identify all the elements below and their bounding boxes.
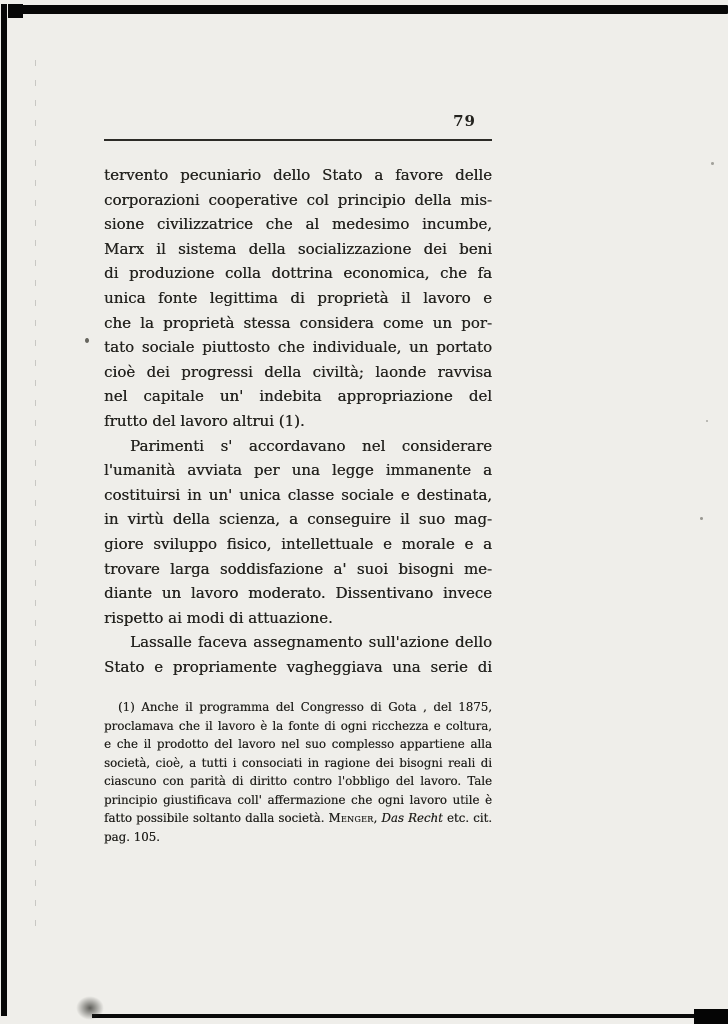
scan-edge-top-corner bbox=[8, 4, 23, 18]
scan-speck bbox=[85, 338, 89, 343]
text-line: in virtù della scienza, a conseguire il suo mag- bbox=[104, 510, 492, 529]
scan-speck bbox=[706, 420, 708, 422]
text-line: unica fonte legittima di proprietà il lavoro e bbox=[104, 288, 492, 307]
text-line: ciascuno con parità di diritto contro l'obbligo del lavoro. Tale bbox=[104, 774, 492, 789]
text-line: tervento pecuniario dello Stato a favore delle bbox=[104, 166, 492, 184]
text-line bbox=[104, 809, 492, 828]
text-line: diante un lavoro moderato. Dissentivano invece bbox=[104, 584, 492, 603]
text-line: trovare larga soddisfazione a' suoi bisogni me- bbox=[104, 559, 492, 578]
text-line: corporazioni cooperative col principio della mis- bbox=[104, 190, 492, 209]
text-line: (1) Anche il programma del Congresso di Gota , del 1875, bbox=[118, 700, 492, 715]
text-line: Marx il sistema della socializzazione dei beni bbox=[104, 239, 492, 258]
paragraph bbox=[104, 434, 492, 631]
scan-corner-bottom-right bbox=[694, 1009, 728, 1024]
text-line: Lassalle faceva assegnamento sull'azione dello bbox=[130, 633, 492, 652]
text-line: sione civilizzatrice che al medesimo incumbe, bbox=[104, 215, 492, 234]
scan-smudge-bottom-left bbox=[76, 996, 104, 1020]
text-segment: fatto possibile soltanto dalla società. bbox=[104, 811, 329, 826]
text-line: tato sociale piuttosto che individuale, un portato bbox=[104, 338, 492, 357]
text-line: che la proprietà stessa considera come un por- bbox=[104, 313, 492, 332]
scan-fold-line bbox=[35, 60, 36, 934]
text-segment-smallcaps: Menger bbox=[328, 811, 374, 826]
text-line: rispetto ai modi di attuazione. bbox=[104, 608, 333, 627]
text-line: Parimenti s' accordavano nel considerare bbox=[130, 436, 492, 455]
body-text bbox=[104, 163, 492, 679]
text-line: Stato e propriamente vagheggiava una serie di bbox=[104, 657, 492, 676]
footnote-text bbox=[104, 698, 492, 846]
text-line: cioè dei progressi della civiltà; laonde ravvisa bbox=[104, 362, 492, 381]
text-line: e che il prodotto del lavoro nel suo complesso appartiene alla bbox=[104, 737, 492, 752]
text-segment: etc. cit. bbox=[442, 811, 493, 826]
header-rule bbox=[104, 139, 492, 141]
text-line: pag. 105. bbox=[104, 829, 160, 844]
page-content bbox=[104, 112, 492, 846]
page-number: 79 bbox=[453, 112, 476, 130]
scan-edge-top bbox=[10, 5, 728, 14]
text-line: l'umanità avviata per una legge immanente a bbox=[104, 461, 492, 480]
text-line: nel capitale un' indebita appropriazione del bbox=[104, 387, 492, 406]
scan-speck bbox=[700, 517, 703, 520]
scan-speck bbox=[711, 162, 714, 165]
text-segment: , bbox=[373, 811, 382, 826]
text-line: società, cioè, a tutti i consociati in ragione dei bisogni reali di bbox=[104, 755, 492, 770]
text-line: di produzione colla dottrina economica, che fa bbox=[104, 264, 492, 283]
paragraph bbox=[104, 630, 492, 679]
text-line: giore sviluppo fisico, intellettuale e morale e a bbox=[104, 534, 492, 553]
text-segment-italic: Das Recht bbox=[381, 811, 443, 826]
paragraph bbox=[104, 163, 492, 434]
text-line: proclamava che il lavoro è la fonte di ogni ricchezza e coltura, bbox=[104, 718, 492, 733]
text-line: costituirsi in un' unica classe sociale e destinata, bbox=[104, 485, 492, 504]
paragraph bbox=[104, 698, 492, 846]
scan-edge-bottom bbox=[92, 1014, 728, 1018]
text-line: principio giustificava coll' affermazione che ogni lavoro utile è bbox=[104, 792, 492, 807]
text-line: frutto del lavoro altrui (1). bbox=[104, 411, 305, 430]
scan-edge-left bbox=[1, 4, 7, 1016]
